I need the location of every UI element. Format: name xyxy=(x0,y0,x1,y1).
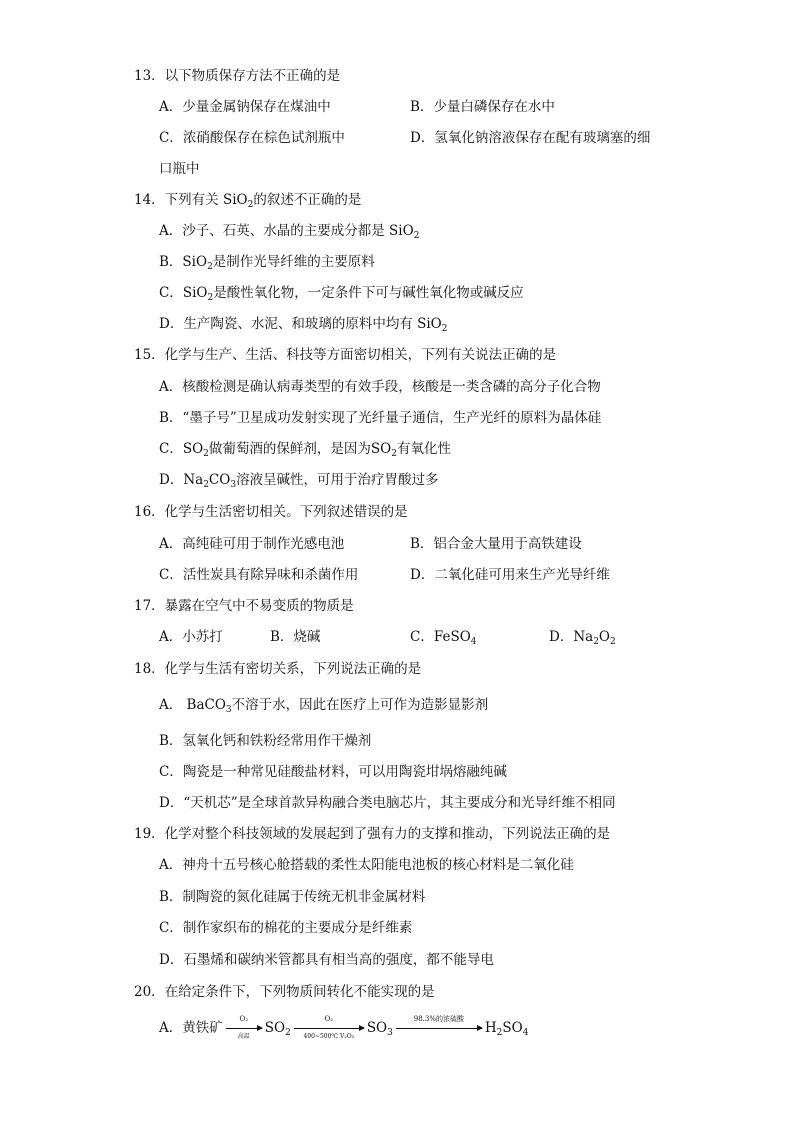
question-17-stem: 17．暴露在空气中不易变质的物质是 xyxy=(134,598,354,614)
subscript: 2 xyxy=(247,200,254,210)
arrow-3-reagent: 98.3%的浓硫酸 xyxy=(413,1015,464,1023)
subscript: 2 xyxy=(285,1028,291,1038)
q14-option-b xyxy=(159,252,375,272)
subscript: 3 xyxy=(225,705,232,715)
arrow-1-shaft xyxy=(226,1028,262,1029)
arrow-2-reagent: O₂ xyxy=(324,1015,334,1023)
q19-option-a: A．神舟十五号核心舱搭载的柔性太阳能电池板的核心材料是二氧化硅 xyxy=(159,857,574,873)
q17-option-d-text: D．Na xyxy=(549,629,594,645)
q17-option-d-o: O xyxy=(598,629,610,645)
subscript: 2 xyxy=(391,449,397,459)
subscript: 2 xyxy=(441,324,448,334)
subscript: 2 xyxy=(496,1028,503,1038)
q14-option-d xyxy=(159,314,447,334)
q14-option-a-text: A．沙子、石英、水晶的主要成分都是 SiO xyxy=(159,223,414,239)
h2so4-formula: H xyxy=(484,1020,497,1036)
q18-option-a-text-end: 不溶于水，因此在医疗上可作为造影显影剂 xyxy=(231,697,489,713)
q14-stem-text-end: 的叙述不正确的是 xyxy=(253,192,362,208)
question-14-stem xyxy=(134,190,361,210)
q15-option-b: B．“墨子号”卫星成功发射实现了光纤量子通信，生产光纤的原料为晶体硅 xyxy=(159,410,602,426)
h2so4-formula-mid: SO xyxy=(502,1020,523,1036)
q13-option-b: B．少量白磷保存在水中 xyxy=(410,99,555,115)
q15-option-c-text-end: 有氧化性 xyxy=(396,441,451,457)
q13-option-c: C．浓硝酸保存在棕色试剂瓶中 xyxy=(159,130,345,146)
so2-formula: SO xyxy=(264,1020,286,1036)
subscript: 4 xyxy=(522,1028,529,1038)
q15-option-d xyxy=(159,470,439,490)
q14-option-c-text-end: 是酸性氧化物，一定条件下可与碱性氧化物或碱反应 xyxy=(213,285,524,301)
q19-option-c: C．制作家织布的棉花的主要成分是纤维素 xyxy=(159,920,413,936)
q18-option-d: D．“天机芯”是全球首款异构融合类电脑芯片，其主要成分和光导纤维不相同 xyxy=(159,795,616,811)
q17-option-c-text: C．FeSO xyxy=(410,629,471,645)
q13-option-d: D．氢氧化钠溶液保存在配有玻璃塞的细 xyxy=(410,130,651,146)
q17-option-d xyxy=(549,627,616,647)
reaction-arrow-1 xyxy=(226,1015,262,1040)
q13-option-a: A．少量金属钠保存在煤油中 xyxy=(159,99,331,115)
subscript: 3 xyxy=(230,480,237,490)
q15-option-d-text: D．Na xyxy=(159,472,204,488)
q16-option-d: D．二氧化硅可用来生产光导纤维 xyxy=(410,567,610,583)
question-15-stem: 15．化学与生产、生活、科技等方面密切相关，下列有关说法正确的是 xyxy=(134,347,557,363)
q14-option-d-text: D．生产陶瓷、水泥、和玻璃的原料中均有 SiO xyxy=(159,316,442,332)
q18-option-b: B．氢氧化钙和铁粉经常用作干燥剂 xyxy=(159,733,372,749)
subscript: 2 xyxy=(610,637,616,647)
q18-option-a xyxy=(159,695,488,715)
q17-option-b: B．烧碱 xyxy=(270,629,321,645)
question-16-stem: 16．化学与生活密切相关。下列叙述错误的是 xyxy=(134,504,408,520)
subscript: 4 xyxy=(470,637,477,647)
q16-option-c: C．活性炭具有除异味和杀菌作用 xyxy=(159,567,359,583)
subscript: 2 xyxy=(207,262,213,272)
q18-option-a-text: A． BaCO xyxy=(159,697,226,713)
subscript: 2 xyxy=(593,637,599,647)
subscript: 2 xyxy=(207,293,214,303)
subscript: 2 xyxy=(203,449,209,459)
q20-option-a xyxy=(159,1015,529,1040)
question-13-stem: 13．以下物质保存方法不正确的是 xyxy=(134,68,341,84)
q18-option-c: C．陶瓷是一种常见硅酸盐材料，可以用陶瓷坩埚熔融纯碱 xyxy=(159,764,507,780)
q19-option-d: D．石墨烯和碳纳米管都具有相当高的强度，都不能导电 xyxy=(159,952,494,968)
q20-option-a-label: A．黄铁矿 xyxy=(159,1020,223,1036)
q14-option-c xyxy=(159,283,524,303)
q15-option-c xyxy=(159,439,451,459)
q17-option-a: A．小苏打 xyxy=(159,629,223,645)
question-19-stem: 19．化学对整个科技领域的发展起到了强有力的支撑和推动，下列说法正确的是 xyxy=(134,826,611,842)
q16-option-a: A．高纯硅可用于制作光感电池 xyxy=(159,536,345,552)
subscript: 3 xyxy=(387,1028,393,1038)
arrow-1-reagent: O₂ xyxy=(239,1015,249,1023)
q15-option-d-co: CO xyxy=(208,472,231,488)
q14-option-c-text: C．SiO xyxy=(159,285,208,301)
question-20-stem: 20．在给定条件下，下列物质间转化不能实现的是 xyxy=(134,984,435,1000)
arrow-3-shaft xyxy=(396,1028,482,1029)
q15-option-c-text: C．SO xyxy=(159,441,204,457)
q15-option-d-text-end: 溶液呈碱性，可用于治疗胃酸过多 xyxy=(236,472,439,488)
arrow-2-shaft xyxy=(294,1028,364,1029)
q14-option-b-text: B．SiO xyxy=(159,254,208,270)
q19-option-b: B．制陶瓷的氮化硅属于传统无机非金属材料 xyxy=(159,889,426,905)
subscript: 2 xyxy=(203,480,209,490)
q17-option-c xyxy=(410,627,477,647)
q16-option-b: B．铝合金大量用于高铁建设 xyxy=(410,536,582,552)
reaction-arrow-3 xyxy=(396,1015,482,1029)
question-18-stem: 18．化学与生活有密切关系，下列说法正确的是 xyxy=(134,661,422,677)
arrow-1-condition: 高温 xyxy=(237,1033,250,1040)
q15-option-a: A．核酸检测是确认病毒类型的有效手段，核酸是一类含磷的高分子化合物 xyxy=(159,379,601,395)
arrow-2-condition: 400~500℃ V₂O₅ xyxy=(303,1033,355,1040)
q15-option-c-text-mid: 做葡萄酒的保鲜剂，是因为SO xyxy=(208,441,392,457)
so3-formula: SO xyxy=(366,1020,388,1036)
q14-option-a xyxy=(159,221,419,241)
subscript: 2 xyxy=(413,231,420,241)
q13-option-d-continued: 口瓶中 xyxy=(159,161,200,177)
q14-stem-text: 14．下列有关 SiO xyxy=(134,192,248,208)
q14-option-b-text-end: 是制作光导纤维的主要原料 xyxy=(212,254,375,270)
